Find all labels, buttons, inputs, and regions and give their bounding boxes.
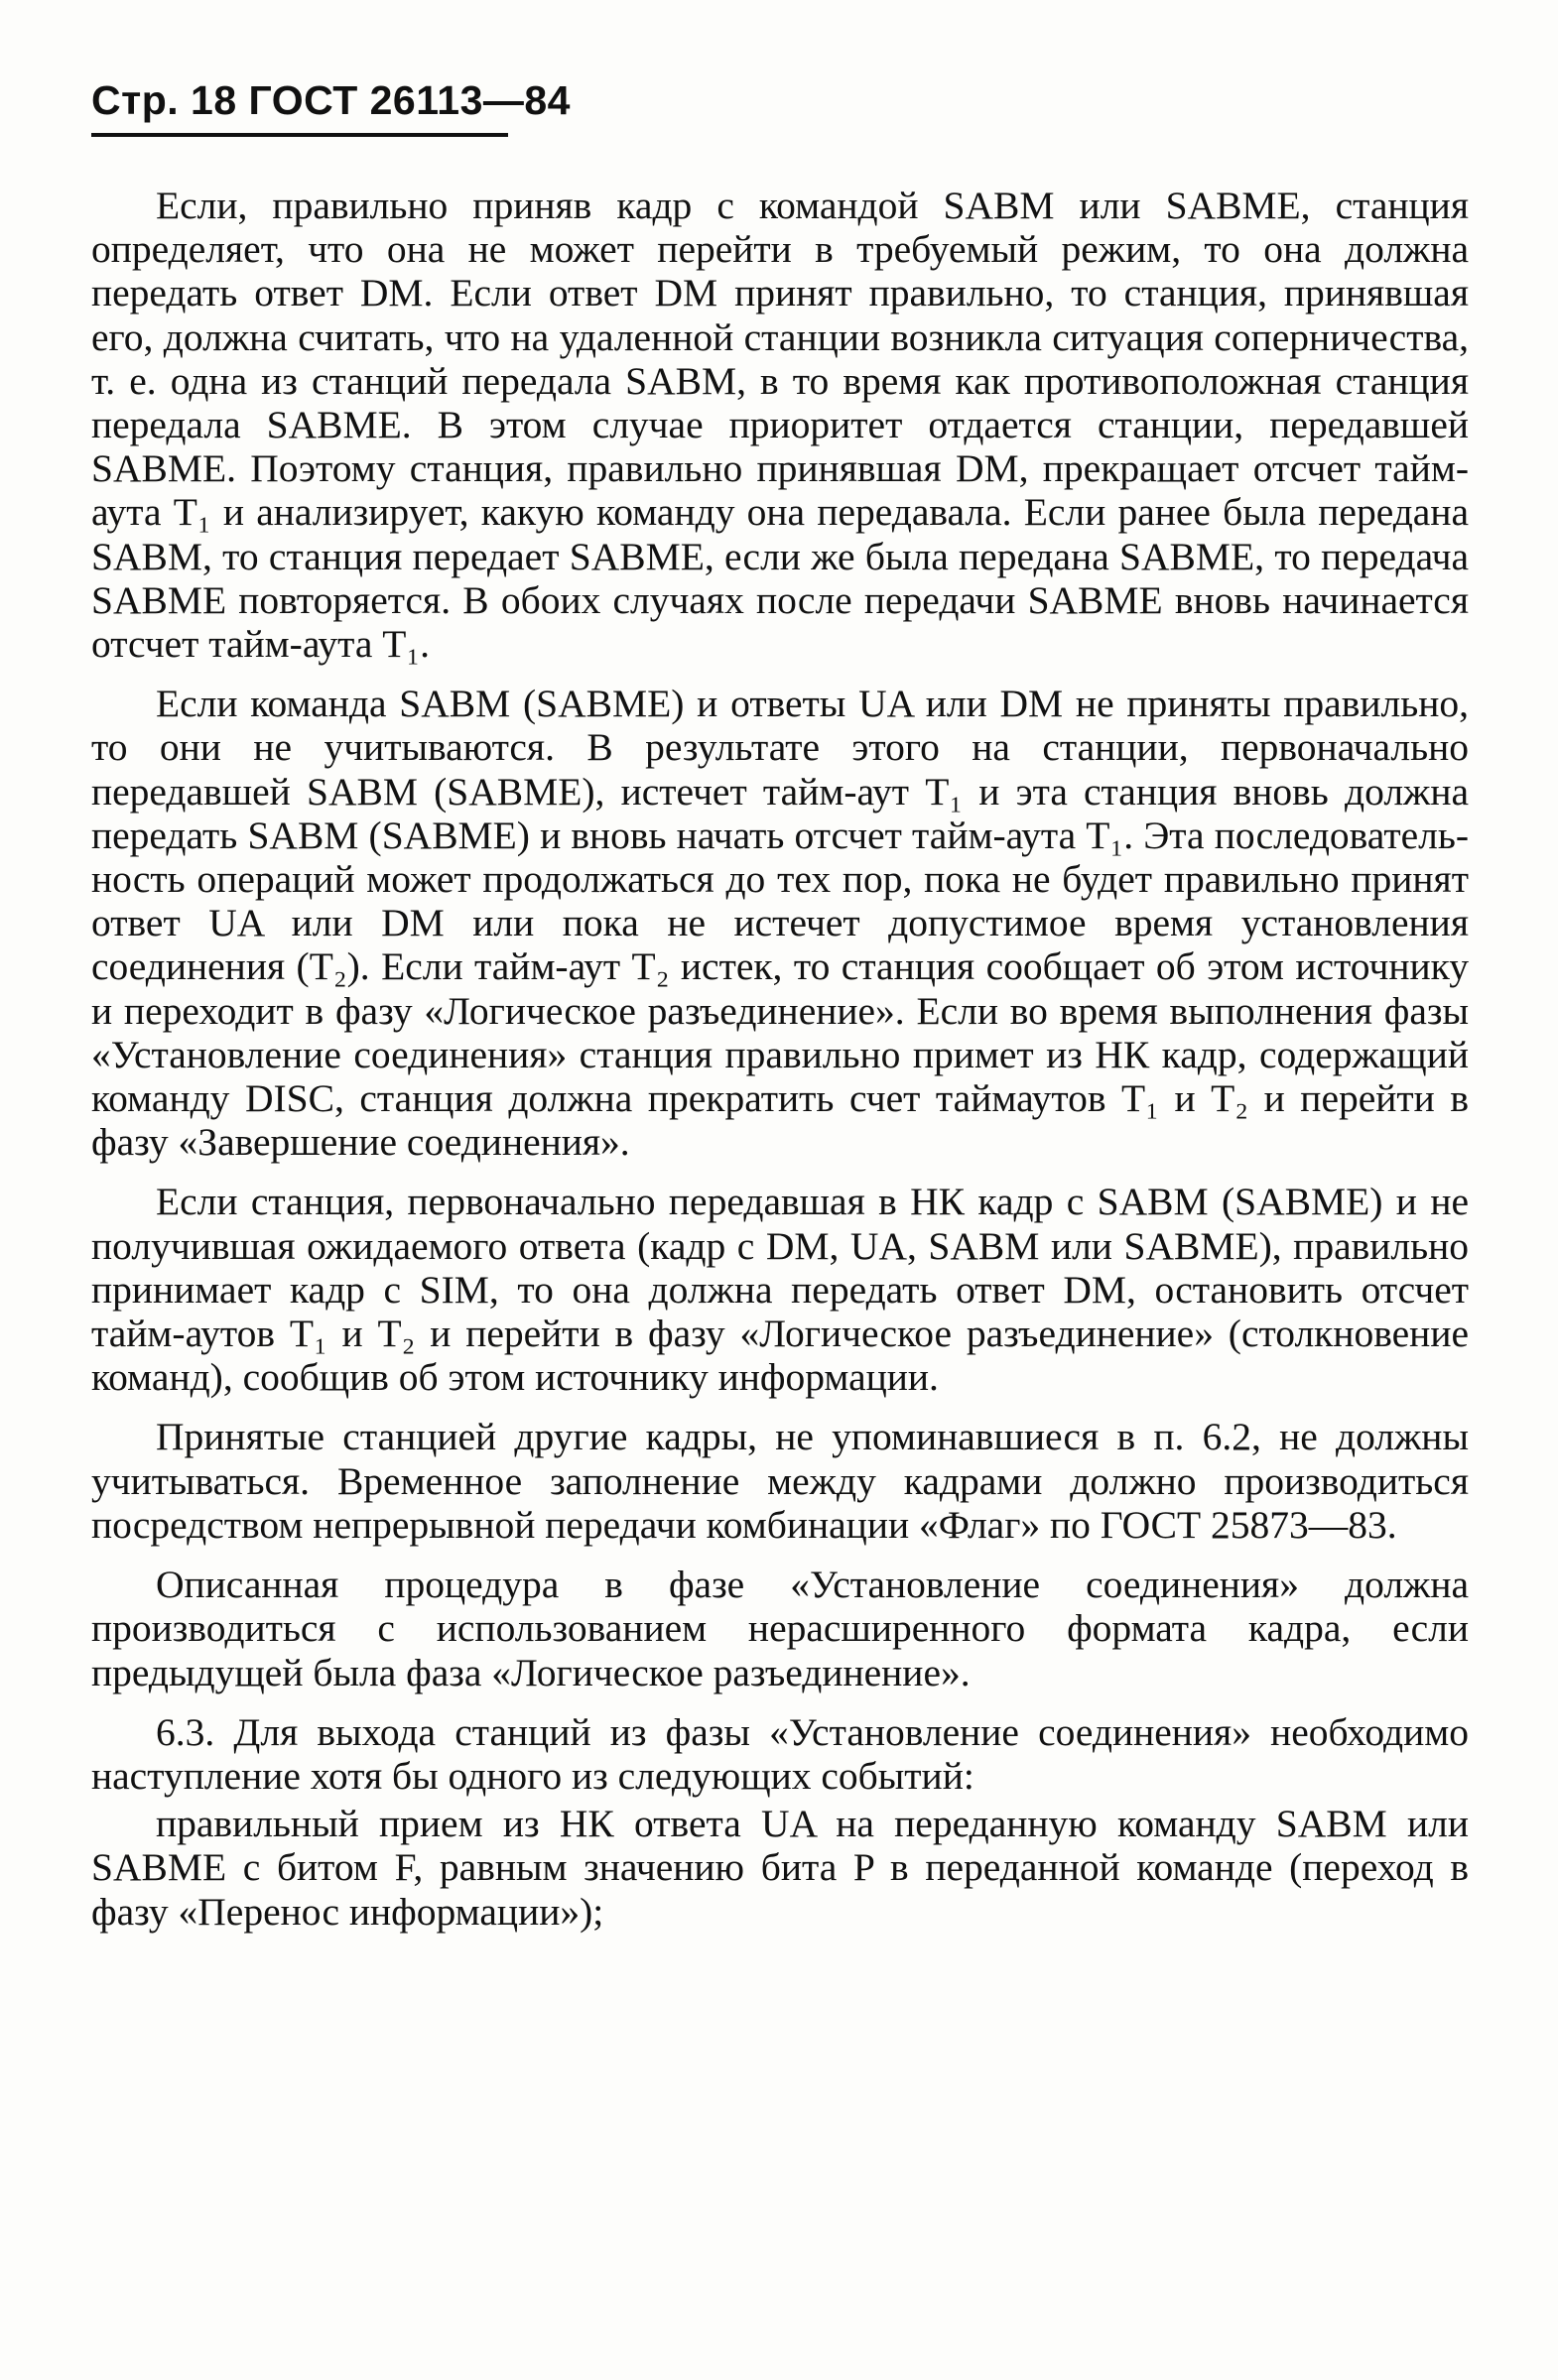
page-header: Стр. 18 ГОСТ 26113—84 [91,77,571,123]
document-body [91,184,1469,1949]
paragraph-7: правильный прием из НК ответа UA на переданную команду SABM или SABME с битом F, равным значению бита P в переданной команде (переход в фазу «Перенос информации»); [91,1802,1469,1934]
paragraph-2: Если команда SABM (SABME) и ответы UA или DM не приняты правильно, то они не учитываются. В результате этого на станции, первоначально передавшей SABM (SABME), истечет тайм-аут T₁ и эта станция вновь должна передать SABM (SABME) и вновь начать отсчет тайм-аута T₁. Эта последовательность операций может продолжаться до тех пор, пока не будет правильно принят ответ UA или DM или пока не истечет допустимое время установления соединения (T₂). Если тайм-аут T₂ истек, то станция сообщает об этом источнику и переходит в фазу «Логическое разъединение». Если во время выполнения фазы «Установление соединения» станция правильно примет из НК кадр, содержащий команду DISC, станция должна прекратить счет таймаутов T₁ и T₂ и перейти в фазу «Завершение соединения». [91,682,1469,1165]
header-rule [91,133,508,137]
paragraph-1: Если, правильно приняв кадр с командой SABM или SABME, станция определяет, что она не может перейти в требуемый режим, то она должна передать ответ DM. Если ответ DM принят правильно, то станция, принявшая его, должна считать, что на удаленной станции возникла ситуация соперничества, т. е. одна из станций передала SABM, в то время как противоположная станция передала SABME. В этом случае приоритет отдается станции, передавшей SABME. Поэтому станция, правильно принявшая DM, прекращает отсчет тайм-аута T₁ и анализирует, какую команду она передавала. Если ранее была передана SABM, то станция передает SABME, если же была передана SABME, то передача SABME повторяется. В обоих случаях после передачи SABME вновь начинается отсчет тайм-аута T₁. [91,184,1469,667]
paragraph-4: Принятые станцией другие кадры, не упоминавшиеся в п. 6.2, не должны учитываться. Временное заполнение между кадрами должно производиться посредством непрерывной передачи комбинации «Флаг» по ГОСТ 25873—83. [91,1415,1469,1547]
paragraph-6: 6.3. Для выхода станций из фазы «Установление соединения» необходимо наступление хотя бы одного из следующих событий: [91,1709,1469,1798]
paragraph-3: Если станция, первоначально передавшая в НК кадр с SABM (SABME) и не получившая ожидаемого ответа (кадр с DM, UA, SABM или SABME), правильно принимает кадр с SIM, то она должна передать ответ DM, остановить отсчет тайм-аутов T₁ и T₂ и перейти в фазу «Логическое разъединение» (столкновение команд), сообщив об этом источнику информации. [91,1180,1469,1400]
paragraph-5: Описанная процедура в фазе «Установление соединения» должна производиться с использованием нерасширенного формата кадра, если предыдущей была фаза «Логическое разъединение». [91,1563,1469,1694]
